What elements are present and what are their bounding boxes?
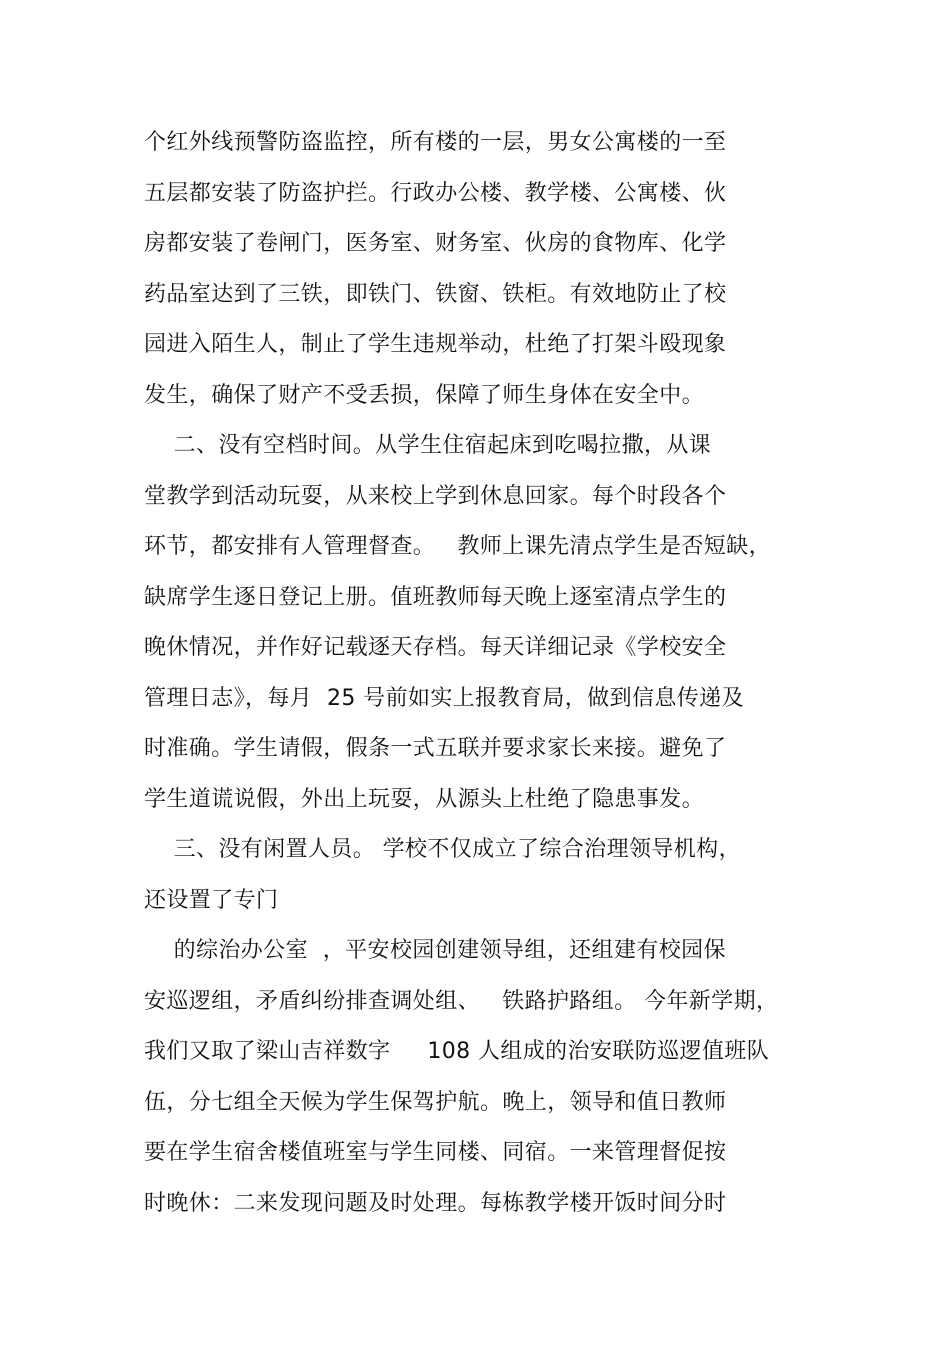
text-line: 时准确。学生请假，假条一式五联并要求家长来接。避免了 xyxy=(144,736,727,761)
text-line: 环节，都安排有人管理督查。 教师上课先清点学生是否短缺， xyxy=(144,534,771,559)
body-text xyxy=(144,118,804,1229)
text-line: 堂教学到活动玩耍，从来校上学到休息回家。每个时段各个 xyxy=(144,483,727,509)
text-line: 管理日志》，每月 25 号前如实上报教育局，做到信息传递及 xyxy=(144,685,744,711)
text-line: 药品室达到了三铁，即铁门、铁窗、铁柜。有效地防止了校 xyxy=(144,281,727,307)
text-line: 发生，确保了财产不受丢损，保障了师生身体在安全中。 xyxy=(144,382,705,408)
text-line: 缺席学生逐日登记上册。值班教师每天晚上逐室清点学生的 xyxy=(144,584,727,610)
text-line: 三、没有闲置人员。 学校不仅成立了综合治理领导机构， xyxy=(144,837,741,862)
text-line: 房都安装了卷闸门，医务室、财务室、伙房的食物库、化学 xyxy=(144,231,727,256)
text-line: 时晚休：二来发现问题及时处理。每栋教学楼开饭时间分时 xyxy=(144,1190,727,1216)
text-line: 晚休情况，并作好记载逐天存档。每天详细记录《学校安全 xyxy=(144,635,727,660)
text-line: 要在学生宿舍楼值班室与学生同楼、同宿。一来管理督促按 xyxy=(144,1140,727,1165)
text-line: 二、没有空档时间。从学生住宿起床到吃喝拉撒，从课 xyxy=(144,433,712,458)
text-line: 的综治办公室 ，平安校园创建领导组，还组建有校园保 xyxy=(144,938,726,963)
text-line: 还设置了专门 xyxy=(144,887,279,913)
text-line: 我们又取了梁山吉祥数字 108 人组成的治安联防巡逻值班队 xyxy=(144,1039,770,1064)
text-line: 学生道谎说假，外出上玩耍，从源头上杜绝了隐患事发。 xyxy=(144,786,705,812)
text-line: 五层都安装了防盗护拦。行政办公楼、教学楼、公寓楼、伙 xyxy=(144,180,727,206)
text-line: 园进入陌生人，制止了学生违规举动，杜绝了打架斗殴现象 xyxy=(144,332,727,357)
text-line: 安巡逻组，矛盾纠纷排查调处组、 铁路护路组。 今年新学期， xyxy=(144,988,779,1014)
text-line: 伍，分七组全天候为学生保驾护航。晚上，领导和值日教师 xyxy=(144,1089,727,1115)
text-line: 个红外线预警防盗监控，所有楼的一层，男女公寓楼的一至 xyxy=(144,130,727,155)
